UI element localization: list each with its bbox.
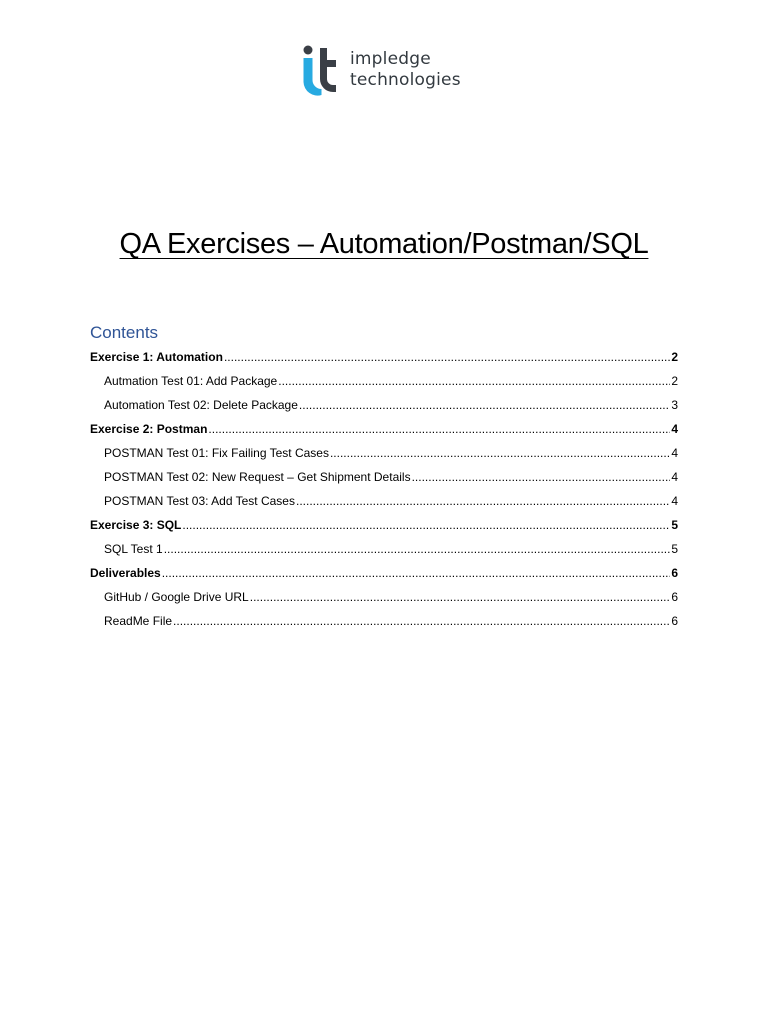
toc-entry-label: Exercise 3: SQL (90, 518, 182, 532)
toc-entry-page: 4 (671, 470, 678, 484)
toc-entry-exercise-2[interactable] (90, 418, 678, 440)
toc-entry-label: Autmation Test 01: Add Package (104, 374, 278, 388)
toc-entry-label: Exercise 1: Automation (90, 350, 223, 364)
toc-entry-exercise-1[interactable] (90, 346, 678, 368)
toc-entry-page: 4 (671, 422, 678, 436)
toc-leader-dots (182, 514, 670, 536)
toc-entry-label: GitHub / Google Drive URL (104, 590, 249, 604)
toc-leader-dots (296, 490, 670, 512)
toc-leader-dots (208, 418, 670, 440)
toc-entry-page: 4 (671, 494, 678, 508)
toc-entry-label: SQL Test 1 (104, 542, 163, 556)
toc-entry-label: Exercise 2: Postman (90, 422, 208, 436)
toc-entry-postman-test-01[interactable] (104, 442, 678, 464)
toc-leader-dots (299, 394, 670, 416)
toc-entry-page: 3 (671, 398, 678, 412)
logo-line-1: impledge (350, 49, 431, 69)
toc-leader-dots (224, 346, 670, 368)
toc-leader-dots (164, 538, 671, 560)
impledge-logo-icon (300, 44, 344, 96)
toc-entry-page: 5 (671, 518, 678, 532)
toc-entry-label: POSTMAN Test 01: Fix Failing Test Cases (104, 446, 329, 460)
toc-entry-page: 6 (671, 614, 678, 628)
toc-entry-label: POSTMAN Test 03: Add Test Cases (104, 494, 295, 508)
toc-entry-automation-test-02[interactable] (104, 394, 678, 416)
toc-entry-page: 4 (671, 446, 678, 460)
toc-leader-dots (173, 610, 670, 632)
toc-entry-page: 6 (671, 590, 678, 604)
toc-entry-page: 6 (671, 566, 678, 580)
document-title (0, 228, 768, 261)
toc-entry-label: Deliverables (90, 566, 161, 580)
toc-entry-page: 2 (671, 350, 678, 364)
toc-entry-label: ReadMe File (104, 614, 173, 628)
toc-leader-dots (278, 370, 670, 392)
toc-entry-page: 5 (671, 542, 678, 556)
toc-leader-dots (162, 562, 671, 584)
toc-entry-label: POSTMAN Test 02: New Request – Get Shipment Details (104, 470, 411, 484)
toc-entry-page: 2 (671, 374, 678, 388)
toc-entry-postman-test-03[interactable] (104, 490, 678, 512)
toc-entry-postman-test-02[interactable] (104, 466, 678, 488)
contents-heading: Contents (90, 323, 159, 342)
toc-entry-deliverables[interactable] (90, 562, 678, 584)
toc-entry-automation-test-01[interactable] (104, 370, 678, 392)
toc-entry-label: Automation Test 02: Delete Package (104, 398, 298, 412)
toc-entry-readme-file[interactable] (104, 610, 678, 632)
toc-entry-github-url[interactable] (104, 586, 678, 608)
toc-leader-dots (330, 442, 670, 464)
toc-entry-exercise-3[interactable] (90, 514, 678, 536)
toc-leader-dots (412, 466, 671, 488)
toc-leader-dots (250, 586, 671, 608)
document-title-text: QA Exercises – Automation/Postman/SQL (119, 228, 649, 260)
toc-entry-sql-test-1[interactable] (104, 538, 678, 560)
logo-line-2: technologies (350, 70, 461, 90)
company-logo (300, 44, 461, 96)
